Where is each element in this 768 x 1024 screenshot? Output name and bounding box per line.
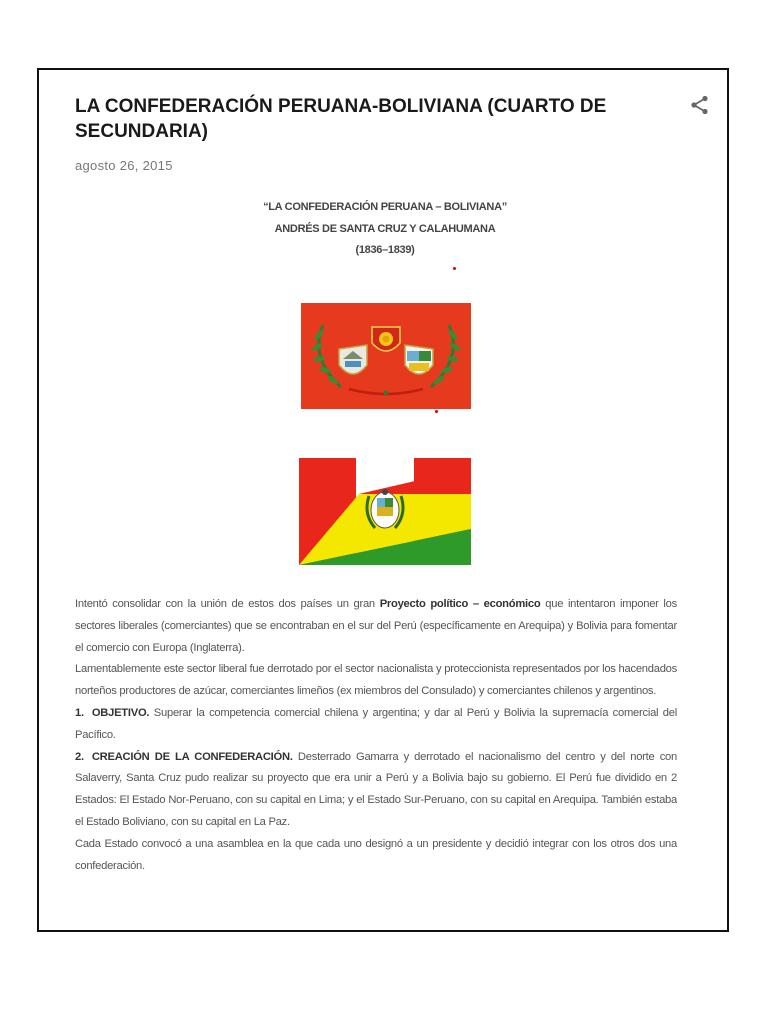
list-item-objective [75, 703, 677, 747]
red-mark [453, 267, 456, 270]
post-title[interactable]: LA CONFEDERACIÓN PERUANA-BOLIVIANA (CUARTO DE SECUNDARIA) [75, 96, 607, 142]
paragraph-intro-bold: Proyecto político – económico [379, 598, 541, 610]
share-icon[interactable] [689, 94, 711, 116]
article-body [75, 594, 677, 877]
document-heading-name: ANDRÉS DE SANTA CRUZ Y CALAHUMANA [274, 223, 496, 235]
list-item-creation [75, 747, 677, 834]
list-item-heading: CREACIÓN DE LA CONFEDERACIÓN. [91, 750, 293, 763]
paragraph-intro [75, 594, 677, 659]
post-date[interactable]: agosto 26, 2015 [75, 158, 173, 173]
paragraph-intro-text-a: Intentó consolidar con la unión de estos dos países un gran [75, 598, 380, 610]
confederation-flag-image [301, 303, 471, 409]
list-item-number: 1. [75, 706, 84, 719]
list-item-text: Desterrado Gamarra y derrotado el nacionalismo del centro y del norte con Salaverry, Santa Cruz pudo realizar su proyecto que era unir a Perú y a Bolivia bajo su gobierno. El Perú fue dividido en 2 Estados: El Estado Nor-Peruano, con su capital en Lima; y el Estado Sur-Peruano, con su capital en Arequipa. También estaba el Estado Boliviano, con su capital en La Paz. [75, 750, 677, 828]
list-item-number: 2. [75, 750, 84, 763]
document-heading-title: “LA CONFEDERACIÓN PERUANA – BOLIVIANA” [263, 201, 507, 213]
list-item-heading: OBJETIVO. [91, 706, 150, 719]
blog-post-card [37, 68, 729, 932]
paragraph-assembly: Cada Estado convocó a una asamblea en la que cada uno designó a un presidente y decidió integrar con los otros dos una confederación. [75, 837, 677, 872]
red-mark [435, 410, 438, 413]
peru-bolivia-flag-image [299, 458, 471, 565]
paragraph-intro-text-b: que intentaron imponer los sectores liberales (comerciantes) que se encontraban en el sur del Perú (específicamente en Arequipa) y Bolivia para fomentar el comercio con Europa (Inglaterra). [75, 598, 677, 654]
document-heading-years: (1836–1839) [355, 244, 415, 256]
list-item-text: Superar la competencia comercial chilena y argentina; y dar al Perú y Bolivia la supremacía comercial del Pacífico. [75, 706, 677, 741]
paragraph-liberal-sector: Lamentablemente este sector liberal fue derrotado por el sector nacionalista y proteccionista representados por los hacendados norteños productores de azúcar, comerciantes limeños (ex miembros del Consulado) y comerciantes chilenos y argentinos. [75, 663, 677, 698]
